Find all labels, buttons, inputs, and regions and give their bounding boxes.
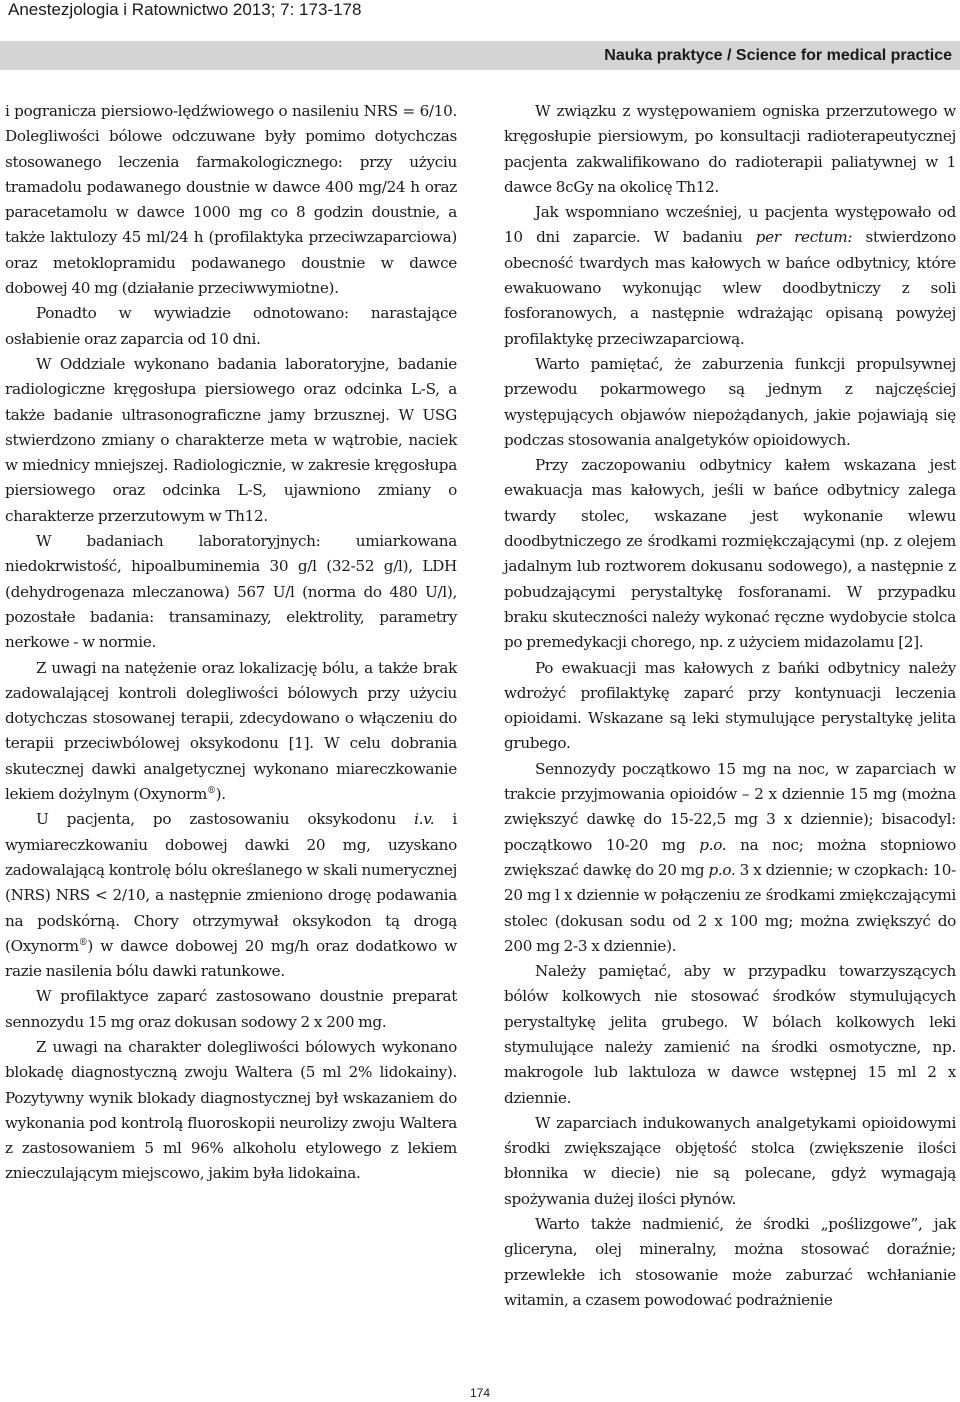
left-column <box>5 99 457 1187</box>
italic-term: i.v. <box>414 810 435 829</box>
paragraph <box>5 656 457 808</box>
text-run: Z uwagi na natężenie oraz lokalizację bólu, a także brak zadowalającej kontroli dolegliwości bólowych przy użyciu dotychczas stosowanej terapii, zdecydowano o włączeniu do terapii przeciwbólowej oksykodonu [1]. W celu dobrania skutecznej dawki analgetycznej wykonano miareczkowanie lekiem dożylnym (Oxynorm <box>5 658 457 804</box>
text-run: U pacjenta, po zastosowaniu oksykodonu <box>36 810 415 829</box>
italic-term: p.o. <box>708 860 736 879</box>
italic-term: p.o. <box>699 835 727 854</box>
paragraph: Należy pamiętać, aby w przypadku towarzyszących bólów kolkowych nie stosować środków stymulujących perystaltykę jelita grubego. W bólach kolkowych leki stymulujące należy zamienić na środki osmotyczne, np. makrogole lub laktuloza w dawce wstępnej 15 ml 2 x dziennie. <box>504 962 956 1107</box>
paragraph: Przy zaczopowaniu odbytnicy kałem wskazana jest ewakuacja mas kałowych, jeśli w bańce odbytnicy zalega twardy stolec, wskazane jest wykonanie wlewu doodbytniczego ze środkami rozmiękczającymi (np. z olejem jadalnym lub roztworem dokusanu sodowego), a następnie z pobudzającymi perystaltykę fosforanami. W przypadku braku skuteczności należy wykonać ręczne wydobycie stolca po premedykacji chorego, np. z użyciem midazolamu [2]. <box>504 456 956 652</box>
paragraph: W związku z występowaniem ogniska przerzutowego w kręgosłupie piersiowym, po konsultacji radioterapeutycznej pacjenta zakwalifikowano do radioterapii paliatywnej w 1 dawce 8cGy na okolicę Th12. <box>504 102 956 196</box>
paragraph: Warto także nadmienić, że środki „poślizgowe”, jak gliceryna, olej mineralny, można stosować doraźnie; przewlekłe ich stosowanie może zaburzać wchłanianie witamin, a czasem powodować podrażnienie <box>504 1215 956 1309</box>
paragraph: W badaniach laboratoryjnych: umiarkowana niedokrwistość, hipoalbuminemia 30 g/l (32-52 g/l), LDH (dehydrogenaza mleczanowa) 567 U/l (norma do 480 U/l), pozostałe badania: transaminazy, elektrolity, parametry nerkowe - w normie. <box>5 532 457 652</box>
italic-term: per rectum: <box>755 228 853 247</box>
right-column <box>504 99 956 1313</box>
paragraph: Z uwagi na charakter dolegliwości bólowych wykonano blokadę diagnostyczną zwoju Waltera (5 ml 2% lidokainy). Pozytywny wynik blokady diagnostycznej był wskazaniem do wykonania pod kontrolą fluoroskopii neurolizy zwoju Waltera z zastosowaniem 5 ml 96% alkoholu etylowego z lekiem znieczulającym miejscowo, jakim była lidokaina. <box>5 1037 457 1183</box>
text-run: ) w dawce dobowej 20 mg/h oraz dodatkowo w razie nasilenia bólu dawki ratunkowe. <box>5 936 457 981</box>
section-label: Nauka praktyce / Science for medical practice <box>604 47 952 64</box>
paragraph: W zaparciach indukowanych analgetykami opioidowymi środki zwiększające objętość stolca (zwiększenie ilości błonnika w diecie) nie są polecane, gdyż wymagają spożywania dużej ilości płynów. <box>504 1113 956 1208</box>
paragraph <box>5 807 457 984</box>
page-number: 174 <box>469 1386 491 1400</box>
paragraph: W profilaktyce zaparć zastosowano doustnie preparat sennozydu 15 mg oraz dokusan sodowy 2 x 200 mg. <box>5 987 457 1031</box>
text-run: 3 x dziennie; w czopkach: 10-20 mg l x dziennie w połączeniu ze środkami zmiękczającymi stolec (dokusan sodu od 2 x 100 mg; można zwiększyć do 200 mg 2-3 x dziennie). <box>504 860 957 955</box>
text-run: Sennozydy początkowo 15 mg na noc, w zaparciach w trakcie przyjmowania opioidów – 2 x dziennie 15 mg (można zwiększyć dawkę do 15-22,5 mg 3 x dziennie); bisacodyl: początkowo 10-20 mg <box>504 759 956 854</box>
paragraph: Ponadto w wywiadzie odnotowano: narastające osłabienie oraz zaparcia od 10 dni. <box>5 304 457 348</box>
paragraph: W Oddziale wykonano badania laboratoryjne, badanie radiologiczne kręgosłupa piersiowego oraz odcinka L-S, a także badanie ultrasonograficzne jamy brzusznej. W USG stwierdzono zmiany o charakterze meta w wątrobie, naciek w miednicy mniejszej. Radiologicznie, w zakresie kręgosłupa piersiowego oraz odcinka L-S, ujawniono zmiany o charakterze przerzutowym w Th12. <box>5 354 457 525</box>
text-run: na noc; można stopniowo zwiększać dawkę do 20 mg <box>504 835 956 879</box>
paragraph: i pogranicza piersiowo-lędźwiowego o nasileniu NRS = 6/10. Dolegliwości bólowe odczuwane były pomimo dotychczas stosowanego leczenia farmakologicznego: przy użyciu tramadolu podawanego doustnie w dawce 400 mg/24 h oraz paracetamolu w dawce 1000 mg co 8 godzin doustnie, a także laktulozy 45 ml/24 h (profilaktyka przeciwzaparciowa) oraz metoklopramidu podawanego doustnie w dawce dobowej 40 mg (działanie przeciwwymiotne). <box>5 102 457 298</box>
text-run: i wymiareczkowaniu dobowej dawki 20 mg, uzyskano zadowalającą kontrolę bólu określanego w skali numerycznej (NRS) NRS < 2/10, a następnie zmieniono drogę podawania na podskórną. Chory otrzymywał oksykodon tą drogą (Oxynorm <box>5 810 457 955</box>
journal-citation: Anestezjologia i Ratownictwo 2013; 7: 173-178 <box>8 0 362 19</box>
paragraph: Po ewakuacji mas kałowych z bańki odbytnicy należy wdrożyć profilaktykę zaparć przy kontynuacji leczenia opioidami. Wskazane są leki stymulujące perystaltykę jelita grubego. <box>504 658 956 753</box>
text-run: stwierdzono obecność twardych mas kałowych w bańce odbytnicy, które ewakuowano wykonując wlew doodbytniczy z soli fosforanowych, a następnie wdrażając opisaną powyżej profilaktykę przeciwzaparciową. <box>504 228 956 348</box>
paragraph: Warto pamiętać, że zaburzenia funkcji propulsywnej przewodu pokarmowego są jednym z najczęściej występujących objawów niepożądanych, jakie pojawiają się podczas stosowania analgetyków opioidowych. <box>504 354 956 449</box>
registered-mark: ® <box>206 785 216 796</box>
paragraph <box>504 200 956 352</box>
text-run: ). <box>215 785 226 804</box>
paragraph <box>504 757 956 959</box>
registered-mark: ® <box>78 937 88 948</box>
text-run: Jak wspomniano wcześniej, u pacjenta występowało od 10 dni zaparcie. W badaniu <box>504 203 956 247</box>
